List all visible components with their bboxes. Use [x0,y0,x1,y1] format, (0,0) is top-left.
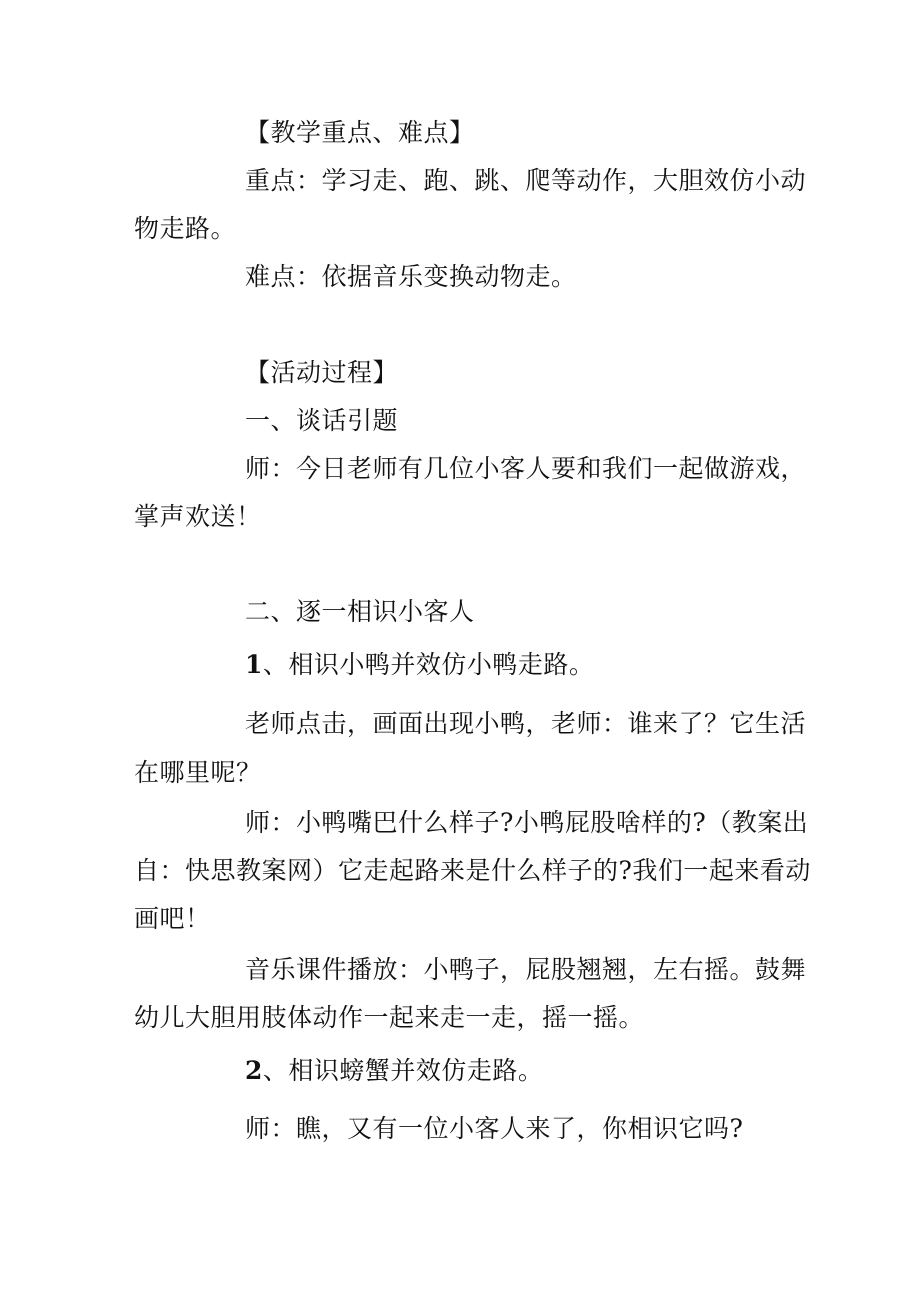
item2-text: 、相识螃蟹并效仿走路。 [262,1056,544,1085]
item1-number: 1 [245,650,263,679]
item2-title [245,1056,543,1086]
step2-title: 二、逐一相识小客人 [245,597,475,626]
key-point-line-1: 重点：学习走、跑、跳、爬等动作，大胆效仿小动 [245,166,807,195]
item1-p2-line-3: 画吧！ [134,904,211,933]
item2-p1-line-1: 师：瞧，又有一位小客人来了，你相识它吗? [245,1114,744,1143]
item1-p3-line-1: 音乐课件播放：小鸭子，屁股翘翘，左右摇。鼓舞 [245,955,807,984]
item1-p1-line-1: 老师点击，画面出现小鸭，老师：谁来了？它生活 [245,709,807,738]
item1-text: 、相识小鸭并效仿小鸭走路。 [262,650,595,679]
item2-number: 2 [245,1056,263,1085]
item1-p1-line-2: 在哪里呢？ [134,758,262,787]
process-heading: 【活动过程】 [245,358,399,387]
key-points-heading: 【教学重点、难点】 [245,118,475,147]
step1-title: 一、谈话引题 [245,406,399,435]
difficulty-line: 难点：依据音乐变换动物走。 [245,262,577,291]
item1-p2-line-1: 师：小鸭嘴巴什么样子?小鸭屁股啥样的?（教案出 [245,808,809,837]
key-point-line-2: 物走路。 [134,214,237,243]
item1-title [245,650,594,680]
step1-line-2: 掌声欢送！ [134,502,262,531]
item1-p2-line-2: 自：快思教案网）它走起路来是什么样子的?我们一起来看动 [134,856,811,885]
item1-p3-line-2: 幼儿大胆用肢体动作一起来走一走，摇一摇。 [134,1003,645,1032]
step1-line-1: 师：今日老师有几位小客人要和我们一起做游戏， [245,454,807,483]
